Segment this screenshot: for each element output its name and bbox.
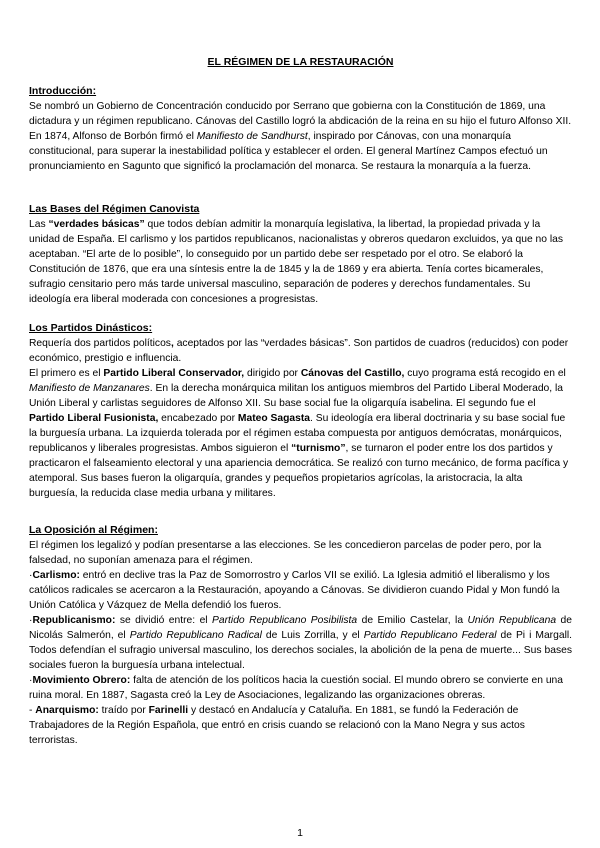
emphasis-text: Manifiesto de Manzanares <box>29 383 150 394</box>
section-paragraph: Requería dos partidos políticos, aceptados por las “verdades básicas”. Son partidos de cuadros (reducidos) con poder económico, prestigio e influencia. <box>29 338 569 364</box>
item-label: Movimiento Obrero: <box>32 675 131 686</box>
bold-text: Mateo Sagasta <box>237 413 310 424</box>
bold-text: Partido Liberal Conservador, <box>103 368 245 379</box>
section-heading: Los Partidos Dinásticos: <box>29 322 153 334</box>
section-paragraph: Se nombró un Gobierno de Concentración conducido por Serrano que gobierna con la Constitución de 1869, una dictadura y un régimen republicano. Cánovas del Castillo logró la abdicación de la reina en su hijo el futuro Alfonso XII. En 1874, Alfonso de Borbón firmó el Manifiesto de Sandhurst, inspirado por Cánovas, con una monarquía constitucional, para superar la inestabilidad política y establecer el orden. El general Martínez Campos efectuó un pronunciamiento en Sagunto que significó la proclamación del monarca. Se restaura la monarquía a la fuerza. <box>29 101 572 172</box>
list-item-republicanismo: ·Republicanismo: se dividió entre: el Partido Republicano Posibilista de Emilio Castelar, la Unión Republicana de Nicolás Salmerón, el Partido Republicano Radical de Luis Zorrilla, y el Partido Republicano Federal de Pi i Margall. Todos defendían el sufragio universal masculino, los derechos sociales, la abolición de la pena de muerte... Sus bases sociales fueron la burguesía urbana intelectual. <box>29 615 572 671</box>
section-introduccion <box>29 84 572 174</box>
page-number: 1 <box>297 827 303 839</box>
section-bases <box>29 202 572 307</box>
bold-text: Farinelli <box>148 705 189 716</box>
emphasis-text: Manifiesto de Sandhurst <box>196 131 308 142</box>
section-heading: Las Bases del Régimen Canovista <box>29 203 200 215</box>
list-item-carlismo: ·Carlismo: entró en declive tras la Paz de Somorrostro y Carlos VII se exilió. La Iglesia admitió el liberalismo y los católicos radicales se acercaron a la Restauración, apoyando a Cánovas. Se dividieron cuando Pidal y Mon fundó la Unión Católica y Vázquez de Mella defendió los fueros. <box>29 570 560 611</box>
bold-text: “turnismo” <box>291 443 346 454</box>
item-label: Republicanismo: <box>32 615 116 626</box>
document-title: EL RÉGIMEN DE LA RESTAURACIÓN <box>207 56 394 68</box>
bold-text: Cánovas del Castillo, <box>300 368 405 379</box>
section-heading: Introducción: <box>29 85 97 97</box>
list-item-movimiento-obrero: ·Movimiento Obrero: falta de atención de los políticos hacia la cuestión social. El mundo obrero se convierte en una ruina moral. En 1887, Sagasta creó la Ley de Asociaciones, legalizando las organizaciones obreras. <box>29 675 563 701</box>
bold-text: Partido Liberal Fusionista, <box>29 413 159 424</box>
item-label: Carlismo: <box>32 570 80 581</box>
section-heading: La Oposición al Régimen: <box>29 524 158 536</box>
item-label: Anarquismo: <box>35 705 99 716</box>
list-item-anarquismo: - Anarquismo: traído por Farinelli y destacó en Andalucía y Cataluña. En 1881, se fundó la Federación de Trabajadores de la Región Española, que entró en crisis cuando se relacionó con la Mano Negra y sus actos terroristas. <box>29 705 525 746</box>
section-paragraph: Las “verdades básicas” que todos debían admitir la monarquía legislativa, la libertad, la propiedad privada y la unidad de España. El carlismo y los partidos republicanos, nacionalistas y obreros quedaron excluidos, ya que no las aceptaban. “El arte de lo posible”, lo conseguido por un partido debe ser respetado por el otro. Se elaboró la Constitución de 1876, que era una síntesis entre la de 1845 y la de 1869 y era abierta. Tenía cortes bicamerales, sufragio censitario pero más tarde universal masculino, separación de poderes y derechos fundamentales. Su ideología era liberal moderada con concesiones a progresistas. <box>29 219 564 305</box>
section-partidos <box>29 321 572 501</box>
section-oposicion <box>29 523 572 748</box>
section-paragraph: El primero es el Partido Liberal Conservador, dirigido por Cánovas del Castillo, cuyo programa está recogido en el Manifiesto de Manzanares. En la derecha monárquica militan los antiguos miembros del Partido Liberal Moderado, la Unión Liberal y carlistas seguidores de Alfonso XII. Su base social fue la oligarquía isabelina. El segundo fue el Partido Liberal Fusionista, encabezado por Mateo Sagasta. Su ideología era liberal doctrinaria y su base social fue la burguesía urbana. La izquierda tolerada por el régimen estaba compuesta por antiguos demócratas, monárquicos, republicanos y liberales progresistas. Ambos siguieron el “turnismo”, se turnaron el poder entre los dos partidos y practicaron el falseamiento electoral y una apariencia democrática. Se realizó con turno mecánico, de forma pacífica y atemporal. Sus bases fueron la oligarquía, grandes y pequeños propietarios agrícolas, la aristocracia, la alta burguesía, la reducida clase media urbana y militares. <box>29 368 569 499</box>
bold-text: “verdades básicas” <box>48 219 145 230</box>
section-paragraph: El régimen los legalizó y podían presentarse a las elecciones. Se les concedieron parcelas de poder pero, por la falsedad, no suponían amenaza para el régimen. <box>29 540 542 566</box>
